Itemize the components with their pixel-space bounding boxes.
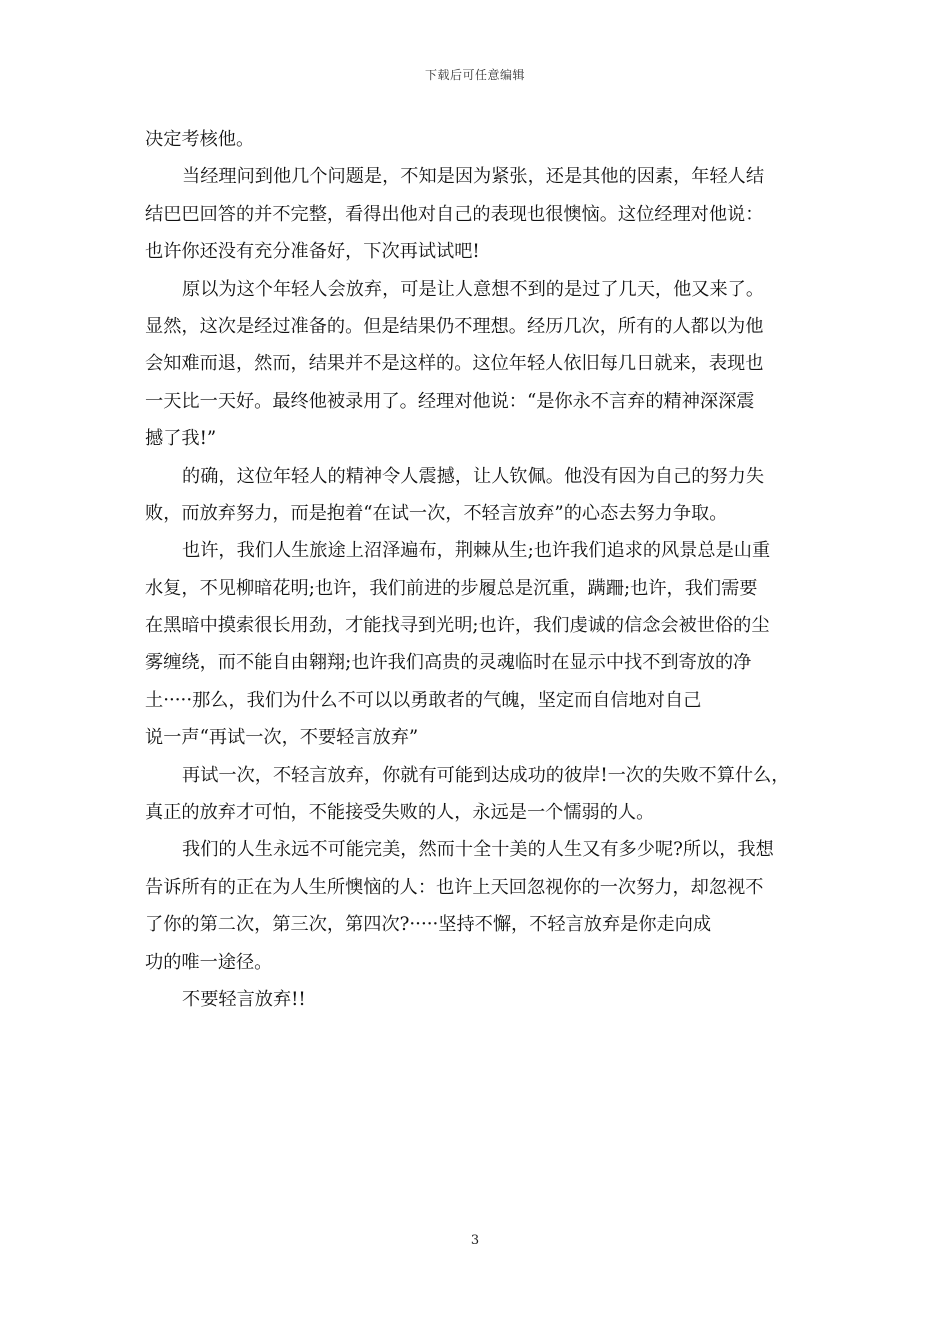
text-line: 雾缠绕，而不能自由翱翔;也许我们高贵的灵魂临时在显示中找不到寄放的净 bbox=[145, 652, 752, 674]
text-line: 当经理问到他几个问题是，不知是因为紧张，还是其他的因素，年轻人结 bbox=[182, 166, 765, 188]
text-line: 告诉所有的正在为人生所懊恼的人：也许上天回忽视你的一次努力，却忽视不 bbox=[145, 876, 764, 898]
text-line: 的确，这位年轻人的精神令人震撼，让人钦佩。他没有因为自己的努力失 bbox=[182, 465, 765, 487]
page-header: 下载后可任意编辑 bbox=[424, 68, 525, 82]
body-text bbox=[145, 121, 810, 1018]
text-line: 一天比一天好。最终他被录用了。经理对他说：“是你永不言弃的精神深深震 bbox=[145, 390, 755, 412]
text-line: 再试一次，不轻言放弃，你就有可能到达成功的彼岸!一次的失败不算什么， bbox=[182, 764, 790, 786]
text-line: 显然，这次是经过准备的。但是结果仍不理想。经历几次，所有的人都以为他 bbox=[145, 315, 764, 337]
text-line: 功的唯一途径。 bbox=[145, 951, 273, 973]
text-line: 在黑暗中摸索很长用劲，才能找寻到光明;也许，我们虔诚的信念会被世俗的尘 bbox=[145, 615, 770, 637]
text-line: 真正的放弃才可怕，不能接受失败的人，永远是一个懦弱的人。 bbox=[145, 802, 655, 824]
text-line: 了你的第二次，第三次，第四次?·····坚持不懈，不轻言放弃是你走向成 bbox=[145, 914, 712, 936]
text-line: 水复，不见柳暗花明;也许，我们前进的步履总是沉重，蹒跚;也许，我们需要 bbox=[145, 577, 758, 599]
text-line: 不要轻言放弃!! bbox=[182, 988, 306, 1010]
text-line: 败，而放弃努力，而是抱着“在试一次，不轻言放弃”的心态去努力争取。 bbox=[145, 502, 728, 524]
text-line: 我们的人生永远不可能完美，然而十全十美的人生又有多少呢?所以，我想 bbox=[182, 839, 774, 861]
text-line: 也许你还没有充分准备好，下次再试试吧! bbox=[145, 241, 480, 263]
text-line: 说一声“再试一次，不要轻言放弃” bbox=[145, 727, 419, 749]
page-number: 3 bbox=[470, 1233, 480, 1248]
text-line: 原以为这个年轻人会放弃，可是让人意想不到的是过了几天，他又来了。 bbox=[182, 278, 765, 300]
text-line: 会知难而退，然而，结果并不是这样的。这位年轻人依旧每几日就来，表现也 bbox=[145, 353, 764, 375]
text-line: 决定考核他。 bbox=[145, 129, 255, 150]
text-line: 土·····那么，我们为什么不可以以勇敢者的气魄，坚定而自信地对自己 bbox=[145, 689, 702, 711]
text-line: 也许，我们人生旅途上沼泽遍布，荆棘从生;也许我们追求的风景总是山重 bbox=[182, 540, 771, 562]
text-line: 撼了我!” bbox=[145, 428, 217, 450]
text-line: 结巴巴回答的并不完整，看得出他对自己的表现也很懊恼。这位经理对他说： bbox=[145, 203, 764, 225]
